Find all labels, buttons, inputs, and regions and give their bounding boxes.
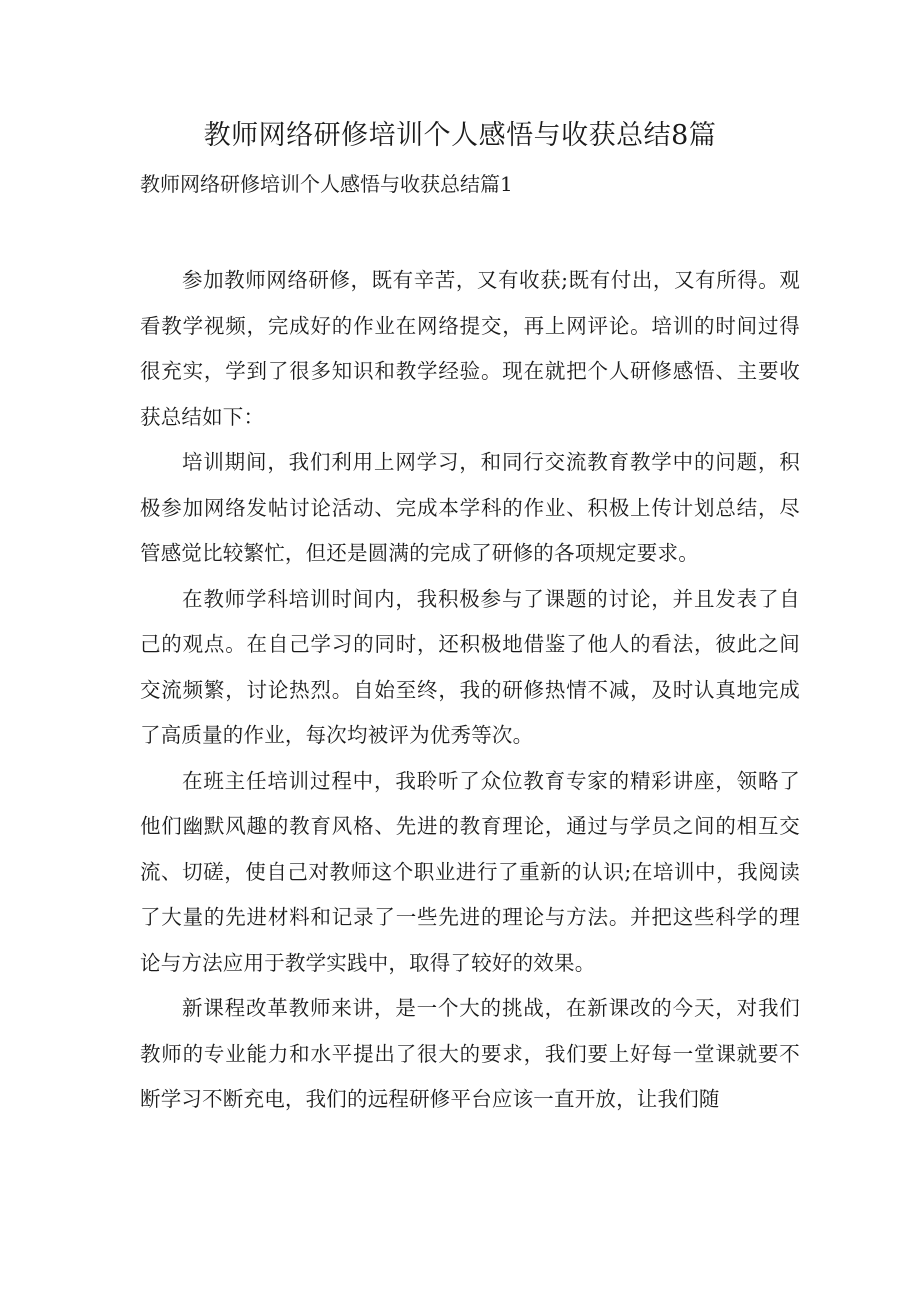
document-body — [140, 258, 800, 1123]
paragraph-2: 培训期间，我们利用上网学习，和同行交流教育教学中的问题，积极参加网络发帖讨论活动、完成本学科的作业、积极上传计划总结，尽管感觉比较繁忙，但还是圆满的完成了研修的各项规定要求。 — [140, 450, 800, 565]
paragraph-1: 参加教师网络研修，既有辛苦，又有收获;既有付出，又有所得。观看教学视频，完成好的作业在网络提交，再上网评论。培训的时间过得很充实，学到了很多知识和教学经验。现在就把个人研修感悟、主要收获总结如下： — [140, 268, 800, 429]
paragraph-3: 在教师学科培训时间内，我积极参与了课题的讨论，并且发表了自己的观点。在自己学习的同时，还积极地借鉴了他人的看法，彼此之间交流频繁，讨论热烈。自始至终，我的研修热情不减，及时认真地完成了高质量的作业，每次均被评为优秀等次。 — [140, 586, 800, 747]
paragraph-4: 在班主任培训过程中，我聆听了众位教育专家的精彩讲座，领略了他们幽默风趣的教育风格、先进的教育理论，通过与学员之间的相互交流、切磋，使自己对教师这个职业进行了重新的认识;在培训中，我阅读了大量的先进材料和记录了一些先进的理论与方法。并把这些科学的理论与方法应用于教学实践中，取得了较好的效果。 — [140, 768, 800, 975]
document-subtitle: 教师网络研修培训个人感悟与收获总结篇1 — [140, 172, 513, 196]
document-title: 教师网络研修培训个人感悟与收获总结8篇 — [203, 120, 717, 151]
paragraph-5: 新课程改革教师来讲，是一个大的挑战，在新课改的今天，对我们教师的专业能力和水平提出了很大的要求，我们要上好每一堂课就要不断学习不断充电，我们的远程研修平台应该一直开放，让我们随 — [140, 996, 800, 1111]
